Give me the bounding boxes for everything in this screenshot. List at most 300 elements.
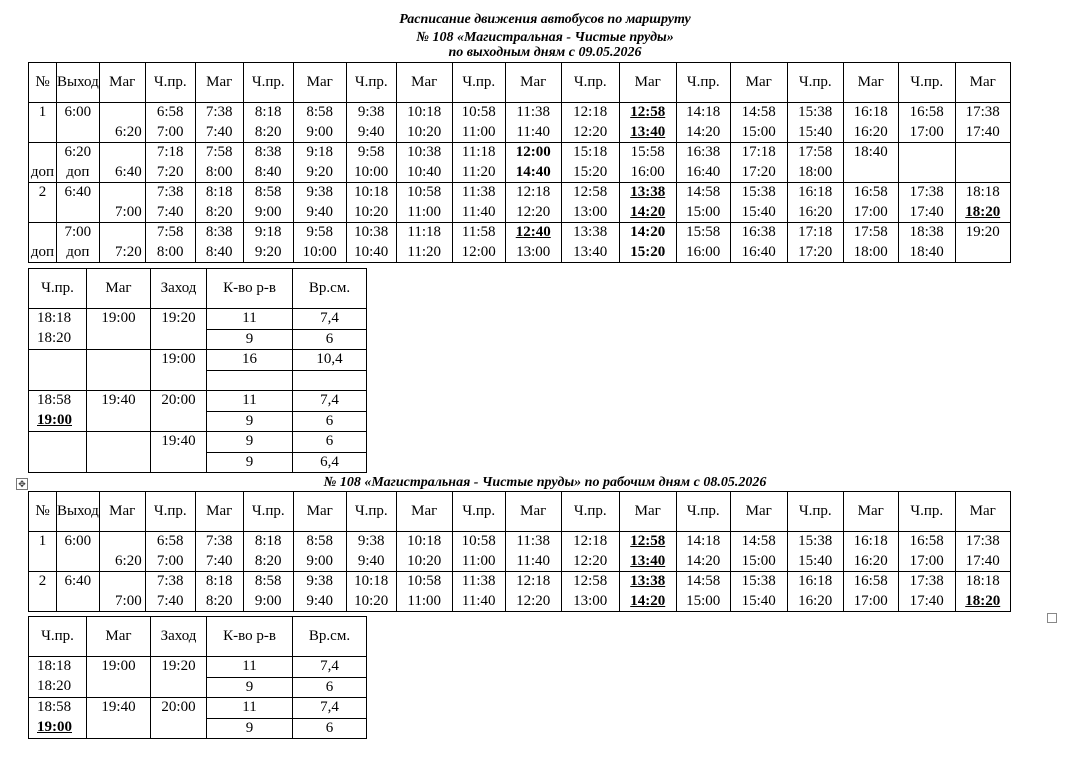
table-resize-handle[interactable] bbox=[1047, 613, 1057, 623]
time-value: 17:00 bbox=[909, 123, 944, 140]
shift-time: 7,4 bbox=[320, 699, 339, 715]
runs-cell bbox=[207, 657, 293, 678]
time-value: 18:20 bbox=[965, 203, 1001, 220]
column-header: Маг bbox=[293, 63, 346, 103]
time-value: 7:58 bbox=[156, 224, 184, 240]
time-cell bbox=[676, 532, 730, 572]
time-value: 11:58 bbox=[461, 224, 496, 240]
time-cell bbox=[505, 143, 561, 183]
time-value: 15:38 bbox=[798, 104, 833, 120]
time-value: 6:58 bbox=[156, 104, 184, 120]
time-cell bbox=[145, 143, 195, 183]
runs-cell bbox=[207, 677, 293, 698]
time-value: 10:58 bbox=[461, 533, 496, 549]
chpr-time: 19:00 bbox=[37, 411, 72, 428]
time-cell bbox=[505, 223, 561, 263]
time-value: 11:40 bbox=[461, 203, 496, 220]
exit-cell bbox=[57, 103, 100, 143]
chpr-time bbox=[37, 350, 86, 370]
time-value: 13:38 bbox=[573, 224, 608, 240]
time-value: 16:20 bbox=[853, 123, 888, 140]
time-value: 10:38 bbox=[354, 224, 389, 240]
time-cell bbox=[396, 532, 452, 572]
time-cell bbox=[195, 183, 243, 223]
table-row bbox=[29, 183, 1011, 223]
time-value: 16:38 bbox=[741, 224, 776, 240]
time-value: 8:20 bbox=[205, 592, 233, 609]
route-number-spacer bbox=[29, 123, 56, 143]
runs-cell bbox=[207, 329, 293, 350]
time-value: 13:00 bbox=[573, 203, 608, 220]
time-value: 13:40 bbox=[573, 243, 608, 260]
runs-cell bbox=[207, 452, 293, 473]
time-cell bbox=[346, 103, 396, 143]
time-value: 8:38 bbox=[205, 224, 233, 240]
time-value: 14:20 bbox=[630, 592, 666, 609]
route-number-spacer bbox=[29, 552, 56, 572]
column-header: К-во р-в bbox=[207, 617, 293, 657]
time-value: 11:38 bbox=[461, 184, 496, 200]
column-header: Ч.пр. bbox=[452, 63, 505, 103]
time-value: 19:20 bbox=[965, 224, 1000, 240]
time-value: 14:20 bbox=[686, 123, 721, 140]
time-cell bbox=[676, 183, 730, 223]
time-value: 7:40 bbox=[156, 203, 184, 220]
route-number-cell bbox=[29, 183, 57, 223]
time-value: 12:40 bbox=[515, 224, 551, 240]
shift-time: 6 bbox=[325, 719, 334, 736]
column-header: Ч.пр. bbox=[787, 492, 843, 532]
time-cell bbox=[293, 143, 346, 183]
time-value: 15:20 bbox=[573, 163, 608, 180]
table-row bbox=[29, 698, 367, 719]
column-header: Маг bbox=[396, 63, 452, 103]
time-cell bbox=[396, 103, 452, 143]
runs-count: 9 bbox=[245, 330, 254, 347]
table-row bbox=[29, 350, 367, 371]
time-value: 10:58 bbox=[407, 184, 442, 200]
mag-cell bbox=[87, 309, 151, 350]
mag-time bbox=[87, 432, 150, 452]
time-value: 12:20 bbox=[573, 123, 608, 140]
time-cell bbox=[676, 103, 730, 143]
runs-count bbox=[207, 371, 292, 391]
time-value: 11:40 bbox=[516, 552, 551, 569]
zahod-cell bbox=[151, 309, 207, 350]
mag-start-time: 6:40 bbox=[115, 163, 142, 180]
mag-time: 19:40 bbox=[101, 699, 136, 715]
time-cell bbox=[195, 532, 243, 572]
shift-time: 7,4 bbox=[320, 310, 339, 326]
time-value: 7:40 bbox=[205, 123, 233, 140]
runs-cell bbox=[207, 370, 293, 391]
time-cell bbox=[195, 572, 243, 612]
exit-note bbox=[57, 203, 99, 223]
exit-cell bbox=[57, 572, 100, 612]
mag-start-time: 7:00 bbox=[115, 592, 142, 609]
mag-cell bbox=[87, 432, 151, 473]
runs-cell bbox=[207, 309, 293, 330]
mag-time bbox=[87, 350, 150, 370]
table-row bbox=[29, 657, 367, 678]
chpr-time: 18:18 bbox=[37, 310, 72, 326]
route-number-spacer: доп bbox=[30, 163, 55, 180]
time-value: 17:00 bbox=[909, 552, 944, 569]
mag-start-time: 6:20 bbox=[115, 123, 142, 140]
time-value: 7:38 bbox=[205, 533, 233, 549]
time-value: 16:40 bbox=[741, 243, 776, 260]
runs-count: 9 bbox=[245, 453, 254, 470]
time-value: 8:58 bbox=[254, 184, 282, 200]
weekday-schedule-table bbox=[28, 491, 1011, 612]
chpr-cell bbox=[29, 657, 87, 698]
time-value: 10:38 bbox=[407, 144, 442, 160]
time-value: 12:18 bbox=[573, 104, 608, 120]
time-value: 17:20 bbox=[741, 163, 776, 180]
runs-count: 11 bbox=[242, 392, 257, 408]
shift-time: 6 bbox=[325, 412, 334, 429]
runs-cell bbox=[207, 718, 293, 739]
time-value: 9:00 bbox=[306, 123, 334, 140]
time-value: 10:20 bbox=[354, 203, 389, 220]
time-value: 16:18 bbox=[853, 104, 888, 120]
time-cell bbox=[787, 183, 843, 223]
time-cell bbox=[787, 572, 843, 612]
column-header: Вр.см. bbox=[293, 269, 367, 309]
table-row bbox=[29, 432, 367, 453]
route-number-cell bbox=[29, 532, 57, 572]
time-value: 15:40 bbox=[741, 203, 776, 220]
time-value: 12:00 bbox=[515, 144, 551, 160]
time-value: 17:20 bbox=[798, 243, 833, 260]
column-header: Ч.пр. bbox=[243, 63, 293, 103]
mag-start-cell bbox=[99, 143, 145, 183]
mag-start-cell bbox=[99, 183, 145, 223]
zahod-time: 20:00 bbox=[161, 699, 196, 715]
time-value: 12:18 bbox=[516, 573, 551, 589]
shift-time-cell bbox=[293, 329, 367, 350]
table-row bbox=[29, 532, 1011, 572]
time-value: 15:40 bbox=[798, 123, 833, 140]
time-cell bbox=[452, 223, 505, 263]
time-value: 18:40 bbox=[853, 144, 888, 160]
runs-count: 9 bbox=[245, 678, 254, 695]
time-value: 11:40 bbox=[516, 123, 551, 140]
time-cell bbox=[561, 223, 619, 263]
time-value: 11:38 bbox=[516, 104, 551, 120]
time-value: 12:58 bbox=[630, 104, 666, 120]
chpr-time: 18:58 bbox=[37, 699, 72, 715]
time-value: 16:20 bbox=[798, 592, 833, 609]
exit-note bbox=[57, 552, 99, 572]
time-cell bbox=[676, 223, 730, 263]
time-value: 9:38 bbox=[306, 184, 334, 200]
time-value: 7:40 bbox=[205, 552, 233, 569]
time-cell bbox=[898, 532, 955, 572]
route-number-spacer: доп bbox=[30, 243, 55, 260]
column-header: Маг bbox=[955, 63, 1010, 103]
zahod-time: 19:20 bbox=[161, 310, 196, 326]
mag-start-time: 7:20 bbox=[115, 243, 142, 260]
shift-time: 7,4 bbox=[320, 658, 339, 674]
exit-time: 7:00 bbox=[64, 224, 92, 240]
time-value: 7:38 bbox=[205, 104, 233, 120]
time-value: 13:40 bbox=[630, 123, 666, 140]
time-cell bbox=[787, 103, 843, 143]
time-value: 7:18 bbox=[156, 144, 184, 160]
time-value: 8:18 bbox=[205, 573, 233, 589]
time-value: 12:00 bbox=[461, 243, 496, 260]
time-cell bbox=[293, 532, 346, 572]
time-cell bbox=[243, 143, 293, 183]
time-value: 12:18 bbox=[516, 184, 551, 200]
time-value: 10:18 bbox=[407, 533, 442, 549]
mag-time: 19:00 bbox=[101, 310, 136, 326]
time-cell bbox=[898, 223, 955, 263]
runs-count: 11 bbox=[242, 699, 257, 715]
shift-time: 6 bbox=[325, 330, 334, 347]
time-value: 7:38 bbox=[156, 573, 184, 589]
time-value: 9:58 bbox=[306, 224, 334, 240]
time-value: 13:38 bbox=[630, 184, 666, 200]
time-value bbox=[956, 143, 1010, 163]
time-value: 18:20 bbox=[965, 592, 1001, 609]
time-value: 17:40 bbox=[909, 592, 944, 609]
time-cell bbox=[396, 223, 452, 263]
time-value: 17:00 bbox=[853, 203, 888, 220]
time-value: 15:40 bbox=[741, 592, 776, 609]
time-value: 12:18 bbox=[573, 533, 608, 549]
time-value: 9:00 bbox=[254, 203, 282, 220]
time-cell bbox=[843, 143, 898, 183]
time-value: 10:00 bbox=[302, 243, 337, 260]
time-cell bbox=[505, 572, 561, 612]
time-value bbox=[844, 163, 898, 183]
exit-time: 6:40 bbox=[64, 184, 92, 200]
shift-time-cell bbox=[293, 370, 367, 391]
time-value: 8:20 bbox=[254, 552, 282, 569]
time-value: 7:00 bbox=[156, 552, 184, 569]
mag-cell bbox=[87, 350, 151, 391]
time-value: 16:18 bbox=[798, 184, 833, 200]
time-cell bbox=[561, 143, 619, 183]
time-cell bbox=[955, 143, 1010, 183]
title-line-2: № 108 «Магистральная - Чистые пруды» bbox=[416, 30, 674, 45]
table-anchor-icon[interactable]: ✥ bbox=[16, 478, 28, 490]
column-header: Заход bbox=[151, 269, 207, 309]
runs-count: 11 bbox=[242, 310, 257, 326]
chpr-cell bbox=[29, 391, 87, 432]
shift-time-cell bbox=[293, 718, 367, 739]
time-cell bbox=[396, 183, 452, 223]
time-value: 17:38 bbox=[909, 573, 944, 589]
column-header: К-во р-в bbox=[207, 269, 293, 309]
shift-time: 7,4 bbox=[320, 392, 339, 408]
time-value: 14:58 bbox=[741, 104, 776, 120]
exit-cell bbox=[57, 223, 100, 263]
exit-cell bbox=[57, 143, 100, 183]
time-value: 9:18 bbox=[306, 144, 334, 160]
chpr-time bbox=[37, 370, 86, 390]
title-line-3: по выходным дням с 09.05.2026 bbox=[448, 45, 642, 60]
time-cell bbox=[787, 223, 843, 263]
time-value: 7:00 bbox=[156, 123, 184, 140]
time-cell bbox=[843, 532, 898, 572]
time-cell bbox=[346, 223, 396, 263]
column-header: Маг bbox=[505, 63, 561, 103]
time-cell bbox=[293, 103, 346, 143]
exit-time: 6:40 bbox=[64, 573, 92, 589]
time-cell bbox=[243, 572, 293, 612]
zahod-cell bbox=[151, 350, 207, 391]
time-value: 8:18 bbox=[254, 104, 282, 120]
time-value: 16:40 bbox=[686, 163, 721, 180]
time-value: 15:58 bbox=[630, 144, 665, 160]
route-number-cell bbox=[29, 143, 57, 183]
column-header: Ч.пр. bbox=[243, 492, 293, 532]
time-value: 10:58 bbox=[407, 573, 442, 589]
zahod-cell bbox=[151, 432, 207, 473]
time-value: 11:38 bbox=[516, 533, 551, 549]
time-value: 15:20 bbox=[630, 243, 666, 260]
exit-note: доп bbox=[66, 163, 90, 180]
time-value: 8:20 bbox=[254, 123, 282, 140]
column-header: Заход bbox=[151, 617, 207, 657]
column-header: Ч.пр. bbox=[787, 63, 843, 103]
time-value: 14:58 bbox=[686, 573, 721, 589]
mag-cell bbox=[87, 698, 151, 739]
column-header: Маг bbox=[730, 63, 787, 103]
time-value: 9:40 bbox=[306, 592, 334, 609]
time-value: 6:58 bbox=[156, 533, 184, 549]
chpr-time: 18:20 bbox=[37, 677, 72, 694]
column-header: Ч.пр. bbox=[561, 63, 619, 103]
time-value: 17:58 bbox=[798, 144, 833, 160]
chpr-time: 18:18 bbox=[37, 658, 72, 674]
column-header: Ч.пр. bbox=[29, 617, 87, 657]
time-value: 17:40 bbox=[965, 123, 1000, 140]
time-cell bbox=[619, 532, 676, 572]
time-value bbox=[899, 163, 955, 183]
time-cell bbox=[145, 223, 195, 263]
zahod-time: 20:00 bbox=[161, 392, 196, 408]
shift-time-cell bbox=[293, 391, 367, 412]
route-number-spacer bbox=[29, 203, 56, 223]
time-value: 11:20 bbox=[407, 243, 442, 260]
time-cell bbox=[396, 572, 452, 612]
time-value: 9:00 bbox=[254, 592, 282, 609]
time-value: 11:20 bbox=[461, 163, 496, 180]
time-cell bbox=[561, 572, 619, 612]
time-cell bbox=[346, 183, 396, 223]
time-value: 7:20 bbox=[156, 163, 184, 180]
route-number-cell bbox=[29, 223, 57, 263]
time-value: 9:40 bbox=[306, 203, 334, 220]
time-cell bbox=[730, 223, 787, 263]
mag-start-time: 7:00 bbox=[115, 203, 142, 220]
mag-cell bbox=[87, 657, 151, 698]
time-cell bbox=[676, 143, 730, 183]
time-value: 8:20 bbox=[205, 203, 233, 220]
time-cell bbox=[898, 572, 955, 612]
time-value: 8:18 bbox=[254, 533, 282, 549]
time-value: 15:38 bbox=[741, 184, 776, 200]
time-cell bbox=[955, 572, 1010, 612]
route-number: 2 bbox=[38, 184, 47, 200]
time-value: 7:40 bbox=[156, 592, 184, 609]
time-value: 10:20 bbox=[407, 123, 442, 140]
table-row bbox=[29, 103, 1011, 143]
time-cell bbox=[452, 103, 505, 143]
time-cell bbox=[955, 532, 1010, 572]
time-value: 13:38 bbox=[630, 573, 666, 589]
time-cell bbox=[145, 572, 195, 612]
time-value: 17:18 bbox=[741, 144, 776, 160]
time-cell bbox=[730, 103, 787, 143]
time-cell bbox=[452, 183, 505, 223]
time-value: 17:38 bbox=[965, 104, 1000, 120]
time-value: 9:00 bbox=[306, 552, 334, 569]
shift-time-cell bbox=[293, 432, 367, 453]
runs-count: 11 bbox=[242, 658, 257, 674]
time-value: 10:18 bbox=[354, 184, 389, 200]
time-value: 8:58 bbox=[306, 104, 334, 120]
time-value: 14:58 bbox=[686, 184, 721, 200]
time-value: 9:38 bbox=[306, 573, 334, 589]
time-cell bbox=[243, 223, 293, 263]
mag-start-cell bbox=[99, 103, 145, 143]
time-value: 14:18 bbox=[686, 533, 721, 549]
time-cell bbox=[843, 183, 898, 223]
mag-start-time: 6:20 bbox=[115, 552, 142, 569]
time-value: 9:40 bbox=[357, 123, 385, 140]
column-header: Ч.пр. bbox=[676, 63, 730, 103]
time-value: 15:18 bbox=[573, 144, 608, 160]
time-cell bbox=[730, 143, 787, 183]
time-value: 16:38 bbox=[686, 144, 721, 160]
time-cell bbox=[452, 143, 505, 183]
time-cell bbox=[619, 103, 676, 143]
time-value: 9:20 bbox=[254, 243, 282, 260]
table-row bbox=[29, 391, 367, 412]
time-cell bbox=[730, 532, 787, 572]
time-cell bbox=[619, 183, 676, 223]
time-value: 12:58 bbox=[573, 573, 608, 589]
mag-cell bbox=[87, 391, 151, 432]
time-value: 14:40 bbox=[515, 163, 551, 180]
time-value: 17:38 bbox=[965, 533, 1000, 549]
exit-cell bbox=[57, 183, 100, 223]
time-value: 11:40 bbox=[461, 592, 496, 609]
time-value: 15:00 bbox=[686, 203, 721, 220]
time-cell bbox=[243, 103, 293, 143]
column-header: Маг bbox=[87, 617, 151, 657]
time-cell bbox=[195, 143, 243, 183]
time-value: 7:38 bbox=[156, 184, 184, 200]
runs-cell bbox=[207, 698, 293, 719]
time-value: 15:38 bbox=[798, 533, 833, 549]
mag-start-cell bbox=[99, 572, 145, 612]
time-value: 8:40 bbox=[254, 163, 282, 180]
zahod-cell bbox=[151, 657, 207, 698]
column-header: Ч.пр. bbox=[145, 63, 195, 103]
time-cell bbox=[730, 572, 787, 612]
route-number bbox=[29, 223, 56, 243]
mag-start-cell bbox=[99, 532, 145, 572]
route-number-cell bbox=[29, 103, 57, 143]
zahod-time: 19:40 bbox=[161, 433, 196, 449]
column-header: Выход bbox=[57, 63, 100, 103]
